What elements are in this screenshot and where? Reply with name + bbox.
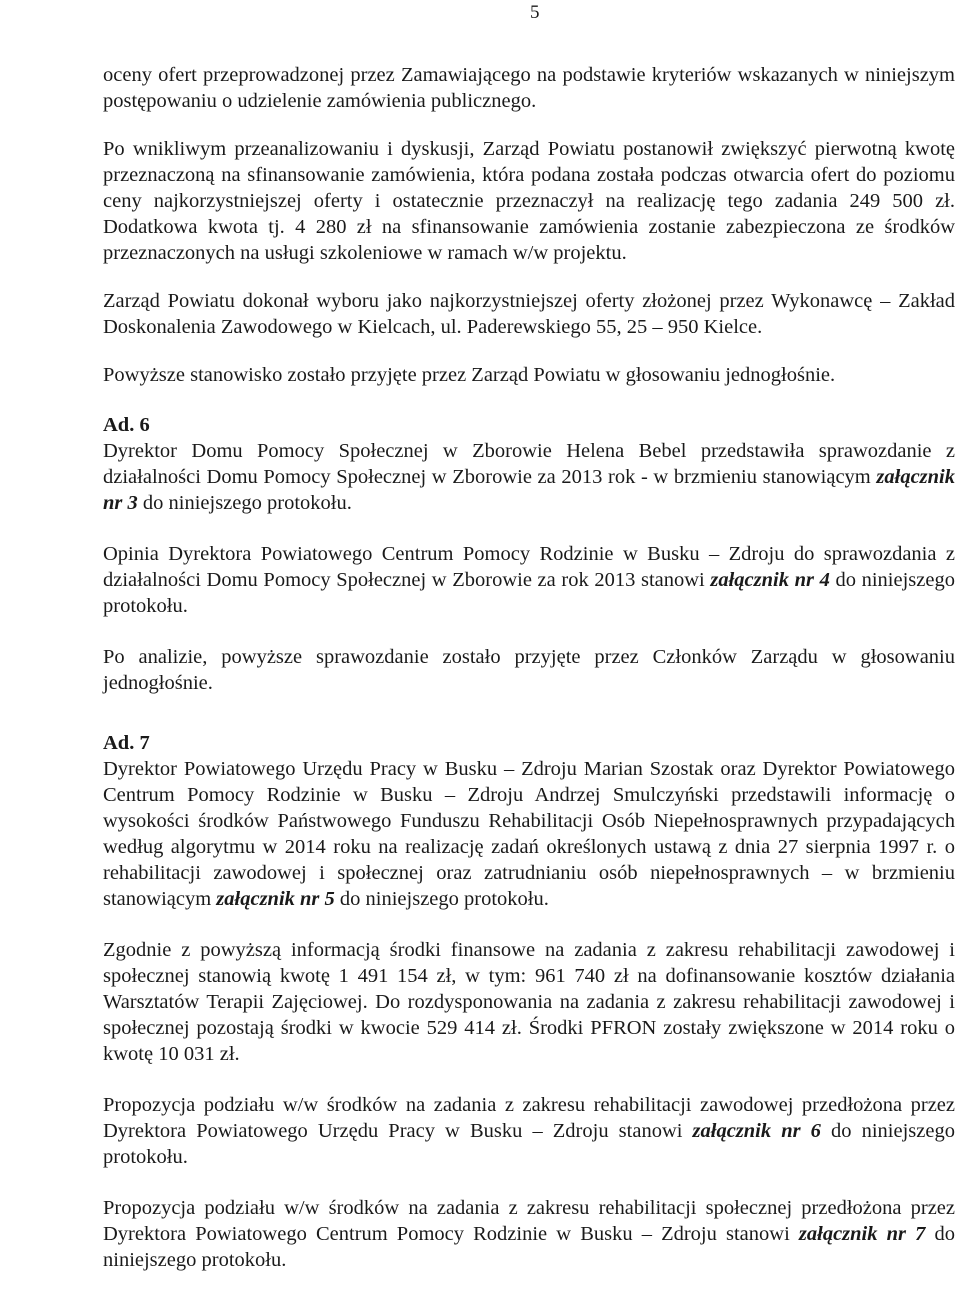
- section-heading-ad7: Ad. 7: [103, 732, 150, 754]
- text-run: do niniejszego protokołu.: [103, 569, 955, 617]
- page-number: 5: [530, 2, 540, 23]
- text-run: do niniejszego protokołu.: [334, 888, 549, 910]
- section-heading-ad6: Ad. 6: [103, 414, 150, 436]
- paragraph-offer-evaluation: oceny ofert przeprowadzonej przez Zamawiającego na podstawie kryteriów wskazanych w niniejszym postępowaniu o udzielenie zamówienia publicznego.: [103, 64, 955, 112]
- paragraph-contractor-choice: Zarząd Powiatu dokonał wyboru jako najkorzystniejszej oferty złożonej przez Wykonawcę – Zakład Doskonalenia Zawodowego w Kielcach, ul. Paderewskiego 55, 25 – 950 Kielce.: [103, 290, 955, 338]
- paragraph-ad7-proposal-social: [103, 1195, 955, 1273]
- paragraph-ad6-opinion: [103, 541, 955, 619]
- text-run: Dyrektor Powiatowego Urzędu Pracy w Busku – Zdroju Marian Szostak oraz Dyrektor Powiatowego Centrum Pomocy Rodzinie w Busku – Zdroju Andrzej Smulczyński przedstawili informację o wysokości środków Państwowego Funduszu Rehabilitacji Osób Niepełnosprawnych przypadających według algorytmu w 2014 roku na realizację zadań określonych ustawą z dnia 27 sierpnia 1997 r. o rehabilitacji zawodowej i społecznej oraz zatrudnianiu osób niepełnosprawnych – w brzmieniu stanowiącym: [103, 758, 955, 910]
- paragraph-ad6-vote: Po analizie, powyższe sprawozdanie zostało przyjęte przez Członków Zarządu w głosowaniu jednogłośnie.: [103, 646, 955, 694]
- text-run: do niniejszego protokołu.: [137, 492, 352, 514]
- paragraph-ad7-information: [103, 756, 955, 912]
- document-body: [103, 62, 955, 1273]
- paragraph-ad7-proposal-employment: [103, 1092, 955, 1170]
- paragraph-vote-result: Powyższe stanowisko zostało przyjęte przez Zarząd Powiatu w głosowaniu jednogłośnie.: [103, 364, 836, 386]
- paragraph-budget-increase: Po wnikliwym przeanalizowaniu i dyskusji, Zarząd Powiatu postanowił zwiększyć pierwotną kwotę przeznaczoną na sfinansowanie zamówienia, która podana została podczas otwarcia ofert do poziomu ceny najkorzystniejszej oferty i ostatecznie przeznaczył na realizację tego zadania 249 500 zł. Dodatkowa kwota tj. 4 280 zł na sfinansowanie zamówienia zostanie zabezpieczona ze środków przeznaczonych na usługi szkoleniowe w ramach w/w projektu.: [103, 138, 955, 264]
- paragraph-ad7-funds: Zgodnie z powyższą informacją środki finansowe na zadania z zakresu rehabilitacji zawodowej i społecznej stanowią kwotę 1 491 154 zł, w tym: 961 740 zł na dofinansowanie kosztów działania Warsztatów Terapii Zajęciowej. Do rozdysponowania na zadania z zakresu rehabilitacji zawodowej i społecznej pozostają środki w kwocie 529 414 zł. Środki PFRON zostały zwiększone w 2014 roku o kwotę 10 031 zł.: [103, 939, 955, 1065]
- text-run: Propozycja podziału w/w środków na zadania z zakresu rehabilitacji społecznej przedłożona przez Dyrektora Powiatowego Centrum Pomocy Rodzinie w Busku – Zdroju stanowi: [103, 1197, 955, 1245]
- attachment-reference: załącznik nr 6: [692, 1120, 821, 1142]
- attachment-reference: załącznik nr 4: [710, 569, 830, 591]
- text-run: Propozycja podziału w/w środków na zadania z zakresu rehabilitacji zawodowej przedłożona przez Dyrektora Powiatowego Urzędu Pracy w Busku – Zdroju stanowi: [103, 1094, 955, 1142]
- text-run: do niniejszego protokołu.: [103, 1120, 955, 1168]
- text-run: Opinia Dyrektora Powiatowego Centrum Pomocy Rodzinie w Busku – Zdroju do sprawozdania z działalności Domu Pomocy Społecznej w Zborowie za rok 2013 stanowi: [103, 543, 955, 591]
- paragraph-ad6-report: [103, 438, 955, 516]
- attachment-reference: załącznik nr 7: [798, 1223, 926, 1245]
- text-run: do niniejszego protokołu.: [103, 1223, 956, 1271]
- attachment-reference: załącznik nr 5: [216, 888, 335, 910]
- attachment-reference: załącznik nr 3: [103, 466, 955, 514]
- text-run: Dyrektor Domu Pomocy Społecznej w Zborowie Helena Bebel przedstawiła sprawozdanie z działalności Domu Pomocy Społecznej w Zborowie za 2013 rok - w brzmieniu stanowiącym: [103, 440, 955, 488]
